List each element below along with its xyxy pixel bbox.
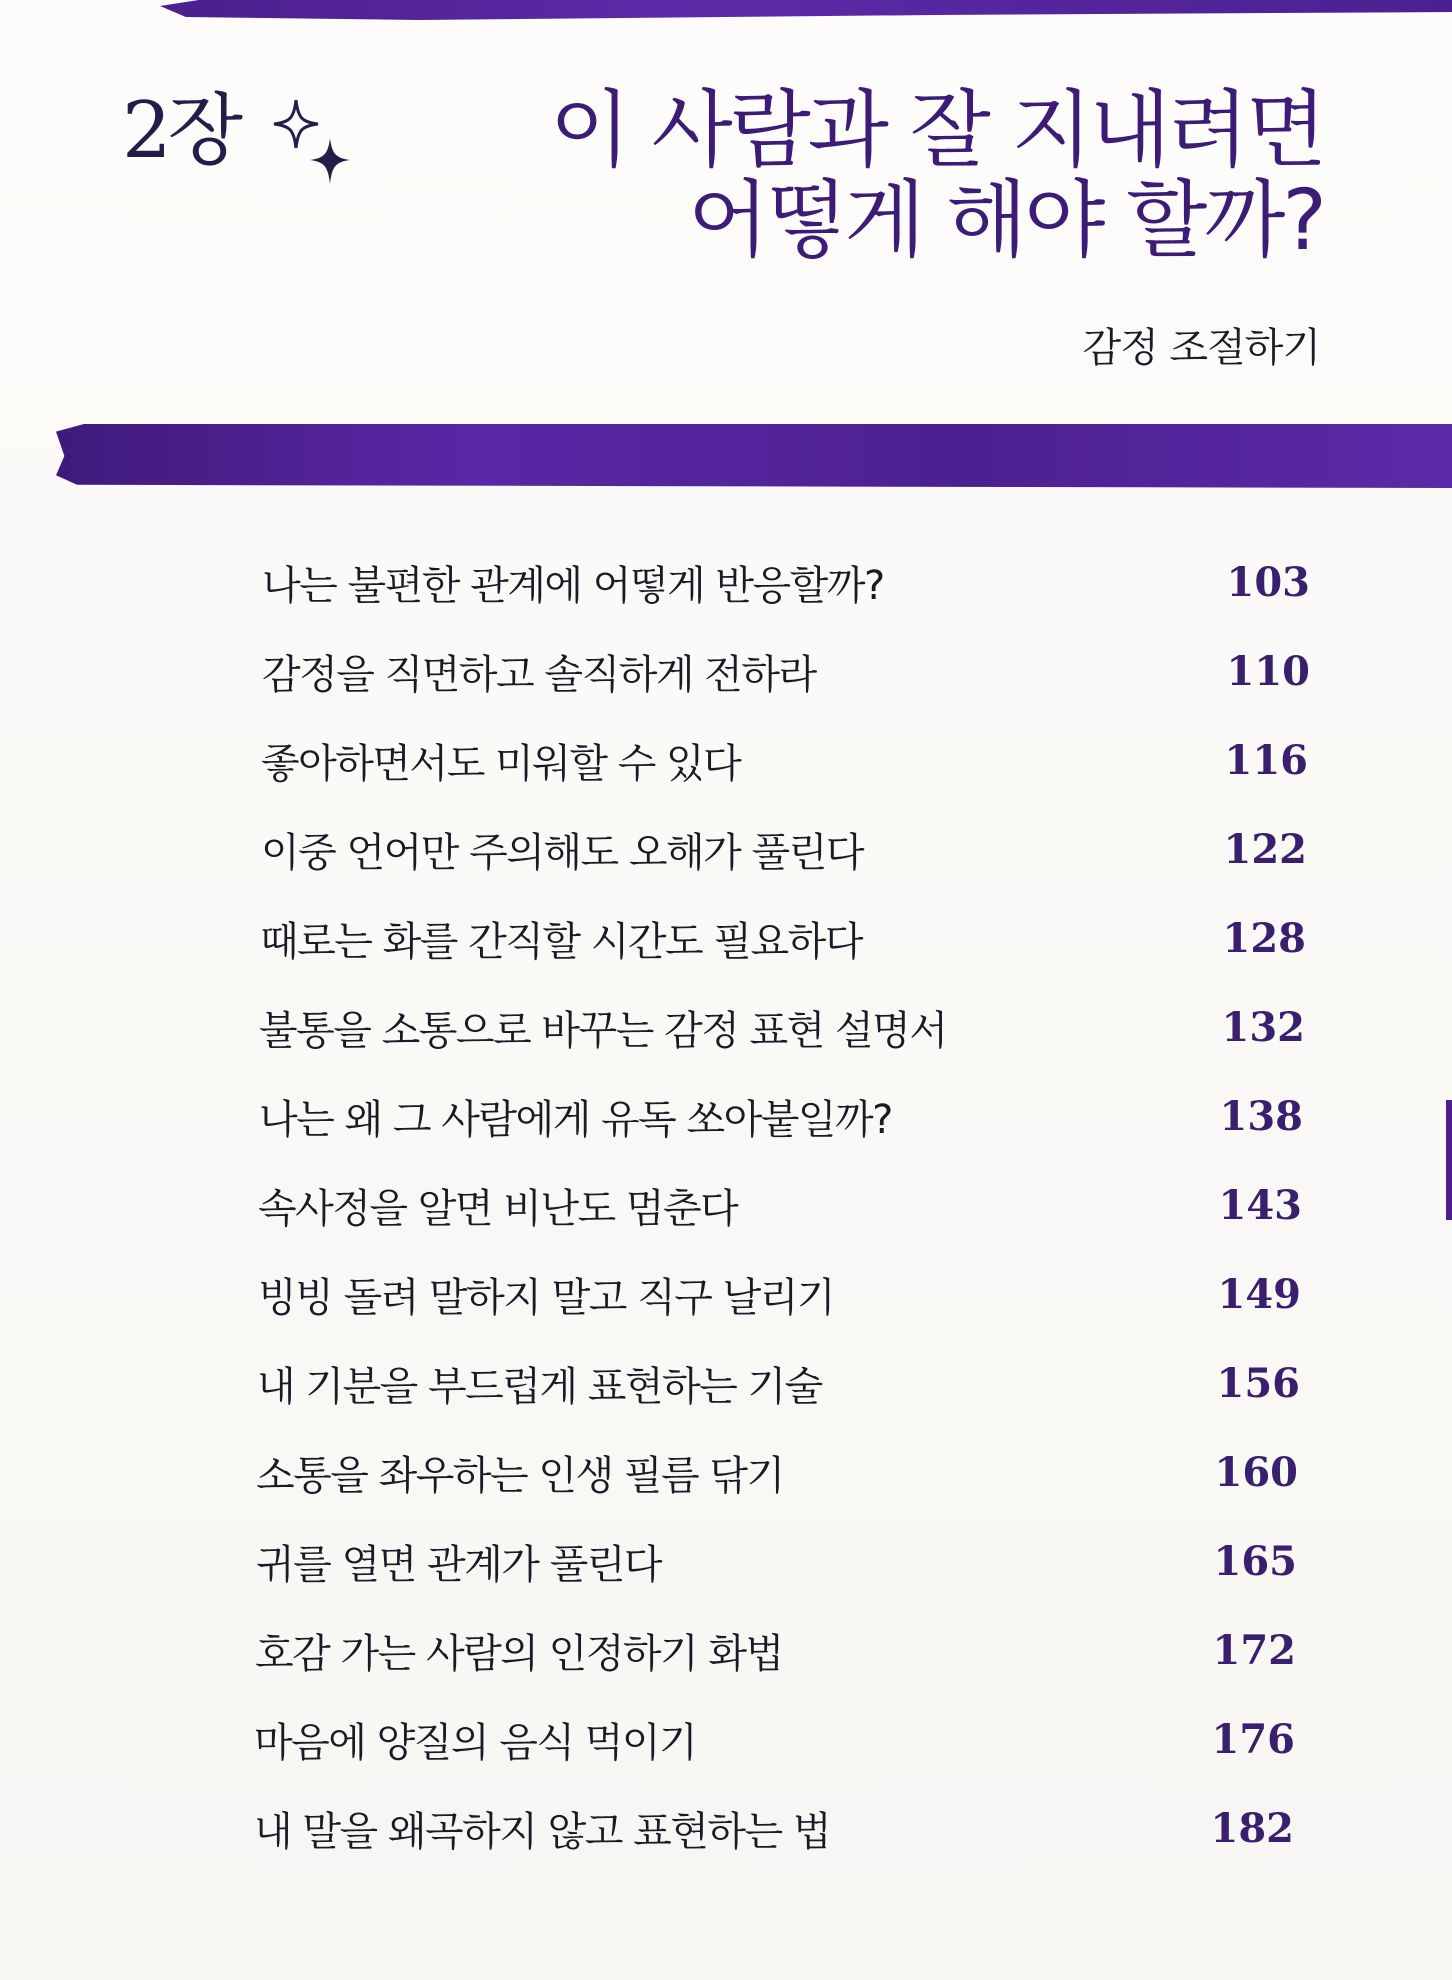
chapter-subtitle: 감정 조절하기 [1082,325,1320,371]
toc-entry[interactable] [259,1086,1303,1146]
toc-entry-page: 172 [1212,1626,1296,1674]
toc-entry-title: 불통을 소통으로 바꾸는 감정 표현 설명서 [259,1007,947,1054]
divider-brush-stroke [56,424,1452,488]
toc-entry[interactable] [256,1442,1298,1502]
toc-entry-title: 좋아하면서도 미워할 수 있다 [261,740,741,787]
page-edge-tab [1446,1100,1452,1220]
toc-entry[interactable] [254,1709,1295,1769]
toc-entry-title: 소통을 좌우하는 인생 필름 닦기 [256,1452,784,1499]
toc-entry-title: 감정을 직면하고 솔직하게 전하라 [262,651,816,698]
toc-entry-page: 110 [1226,647,1310,695]
toc-entry[interactable] [262,552,1310,612]
toc-entry-page: 149 [1217,1270,1301,1318]
toc-entry-page: 122 [1223,825,1307,873]
chapter-number: 2장 [122,86,239,176]
toc-entry-page: 138 [1219,1092,1303,1140]
toc-entry[interactable] [262,641,1310,701]
toc-entry[interactable] [255,1620,1296,1680]
sparkle-icon [268,92,358,192]
toc-entry[interactable] [257,1353,1300,1413]
toc-entry-page: 132 [1221,1003,1305,1051]
toc-entry-title: 호감 가는 사람의 인정하기 화법 [255,1630,783,1677]
toc-entry-title: 마음에 양질의 음식 먹이기 [254,1719,697,1766]
toc-entry[interactable] [254,1798,1294,1858]
toc-entry-title: 때로는 화를 간직할 시간도 필요하다 [260,918,862,965]
toc-entry-page: 160 [1214,1448,1298,1496]
toc-entry-title: 내 기분을 부드럽게 표현하는 기술 [257,1363,822,1410]
toc-entry-page: 143 [1218,1181,1302,1229]
toc-entry-page: 128 [1222,914,1306,962]
toc-entry[interactable] [261,819,1307,879]
toc-entry-page: 156 [1216,1359,1300,1407]
toc-entry[interactable] [256,1531,1297,1591]
toc-entry-title: 내 말을 왜곡하지 않고 표현하는 법 [254,1808,831,1855]
toc-entry-title: 나는 왜 그 사람에게 유독 쏘아붙일까? [259,1096,892,1143]
toc-entry-title: 이중 언어만 주의해도 오해가 풀린다 [261,829,863,876]
toc-entry-page: 165 [1213,1537,1297,1585]
toc-entry[interactable] [260,908,1306,968]
toc-entry-title: 귀를 열면 관계가 풀린다 [256,1541,662,1588]
toc-entry-page: 103 [1226,558,1310,606]
toc-entry-page: 116 [1224,736,1308,784]
toc-entry[interactable] [258,1264,1301,1324]
top-brush-stroke [160,0,1452,20]
toc-entry-title: 빙빙 돌려 말하지 말고 직구 날리기 [258,1274,835,1321]
toc-entry-page: 182 [1210,1804,1294,1852]
toc-entry[interactable] [258,1175,1302,1235]
toc-entry[interactable] [259,997,1305,1057]
toc-entry-page: 176 [1211,1715,1295,1763]
chapter-title-line-2: 어떻게 해야 할까? [688,171,1324,269]
toc-entry-title: 속사정을 알면 비난도 멈춘다 [258,1185,738,1232]
toc-entry-title: 나는 불편한 관계에 어떻게 반응할까? [262,562,884,609]
chapter-title-line-1: 이 사람과 잘 지내려면 [549,81,1324,179]
toc-entry[interactable] [261,730,1308,790]
chapter-title [549,81,1324,269]
